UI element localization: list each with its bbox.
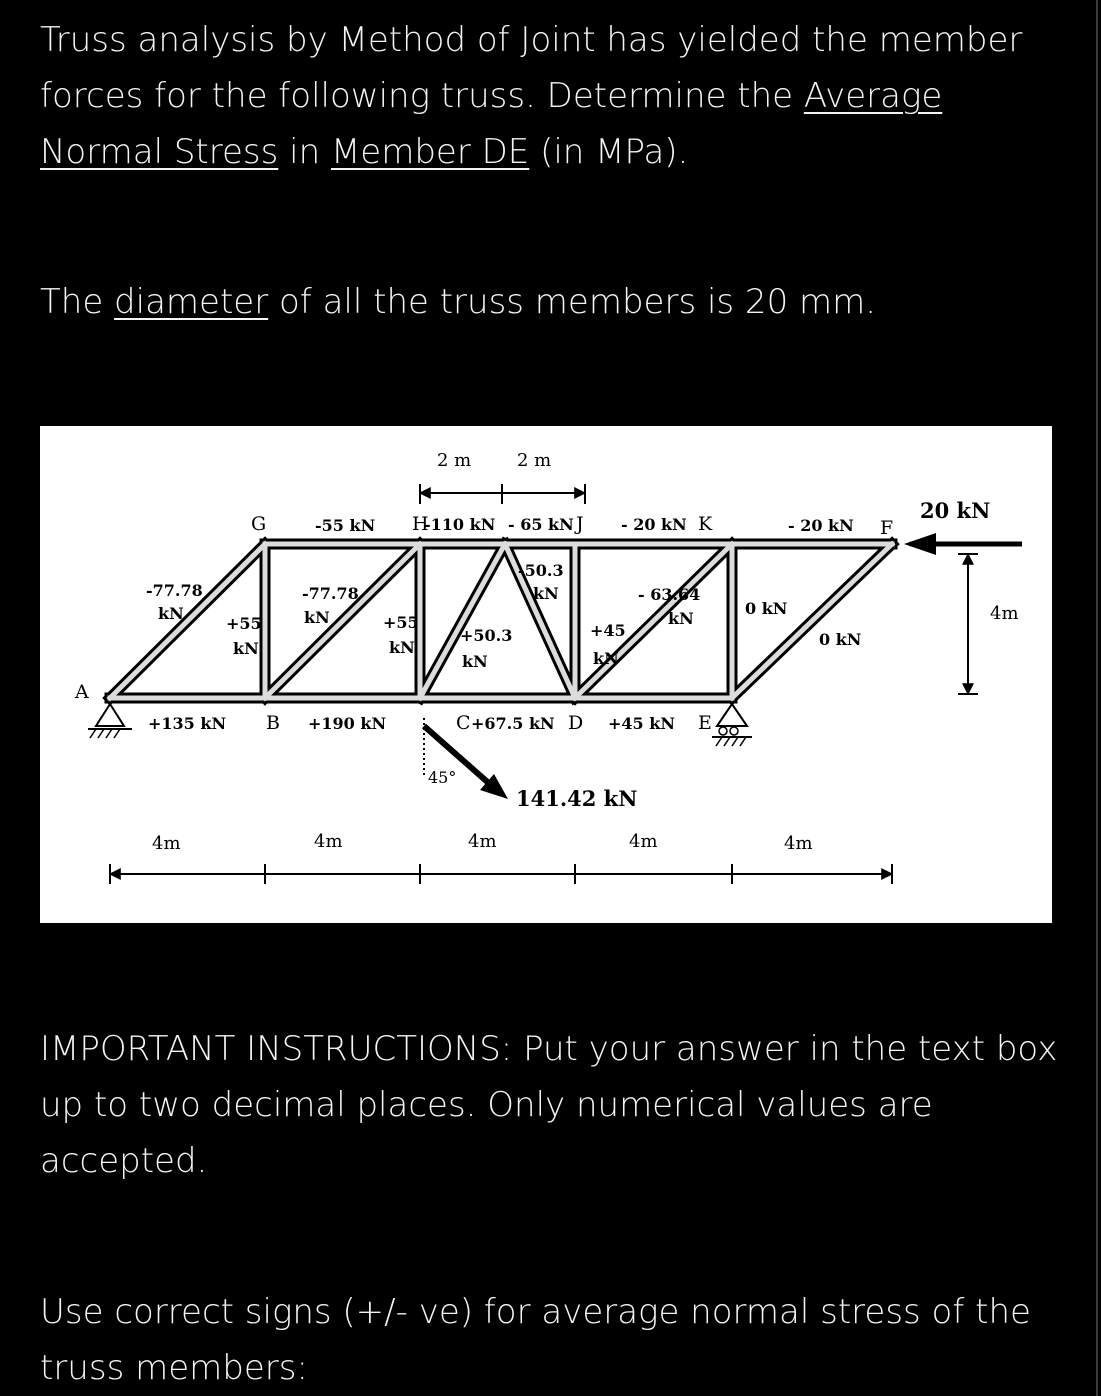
node-d-label: D <box>568 712 584 734</box>
force-gb-value: +55 <box>226 614 262 633</box>
force-cj-value: -50.3 <box>518 561 564 580</box>
right-border <box>1096 0 1098 1396</box>
bottom-dim-1: 4m <box>152 833 181 854</box>
force-kd-unit: kN <box>668 609 694 628</box>
force-gh: -55 kN <box>315 516 376 535</box>
node-j-label: J <box>576 513 584 535</box>
f-arrowhead-icon <box>904 533 936 555</box>
force-bh-unit: kN <box>304 608 330 627</box>
node-f-label: F <box>880 517 894 539</box>
force-bh-value: -77.78 <box>302 584 359 603</box>
bottom-dim-3: 4m <box>468 831 497 852</box>
signs-note-text: Use correct signs (+/- ve) for average normal stress of the truss members: <box>40 1292 1031 1388</box>
force-cd: +67.5 kN <box>471 714 555 733</box>
force-hd-value: +50.3 <box>460 626 513 645</box>
force-ef: 0 kN <box>819 630 862 649</box>
diameter-text: The diameter of all the truss members is 20 mm. <box>40 282 877 322</box>
force-kd-value: - 63.64 <box>638 585 701 604</box>
force-ke: 0 kN <box>745 599 788 618</box>
force-hd-unit: kN <box>462 652 488 671</box>
force-cj-unit: kN <box>533 584 559 603</box>
truss-figure <box>40 426 1052 923</box>
bottom-dim-5: 4m <box>784 833 813 854</box>
truss-diagram <box>40 426 1052 923</box>
load-f-label: 20 kN <box>920 498 991 523</box>
question-text: Truss analysis by Method of Joint has yielded the member forces for the following truss. Determine the Average Normal Stress in Member DE (in MPa). <box>40 20 1023 172</box>
bottom-dim-4: 4m <box>629 831 658 852</box>
force-kf: - 20 kN <box>788 516 854 535</box>
bottom-dim-2: 4m <box>314 831 343 852</box>
node-e-label: E <box>698 712 712 734</box>
roller-support-icon <box>712 704 752 746</box>
top-dim-2: 2 m <box>517 450 552 471</box>
average-normal-stress-term: Average Normal Stress <box>40 76 943 172</box>
instructions-text: IMPORTANT INSTRUCTIONS: Put your answer in the text box up to two decimal places. Only numerical values are accepted. <box>40 1029 1058 1181</box>
node-g-label: G <box>251 513 267 535</box>
force-ag-value: -77.78 <box>146 581 203 600</box>
force-hj-2: - 65 kN <box>508 515 574 534</box>
top-dim-1: 2 m <box>437 450 472 471</box>
node-k-label: K <box>698 513 713 535</box>
angle-label: 45° <box>428 768 457 787</box>
node-b-label: B <box>266 712 280 734</box>
node-a-label: A <box>75 681 89 703</box>
force-ag-unit: kN <box>158 604 184 623</box>
force-hj: -110 kN <box>424 515 496 534</box>
force-jd-unit: kN <box>593 649 619 668</box>
force-hc-unit: kN <box>389 638 415 657</box>
force-ab: +135 kN <box>148 714 227 733</box>
force-jk: - 20 kN <box>621 515 687 534</box>
pin-support-icon <box>88 704 132 738</box>
node-h-label: H <box>412 513 429 535</box>
force-bc: +190 kN <box>308 714 387 733</box>
node-c-label: C <box>456 712 471 734</box>
force-gb-unit: kN <box>233 639 259 658</box>
force-de: +45 kN <box>608 714 675 733</box>
member-de-term: Member DE <box>330 132 530 172</box>
force-hc-value: +55 <box>383 613 419 632</box>
load-c-label: 141.42 kN <box>516 786 638 811</box>
diameter-term: diameter <box>114 282 269 322</box>
force-jd-value: +45 <box>590 621 626 640</box>
height-dim: 4m <box>990 603 1019 624</box>
